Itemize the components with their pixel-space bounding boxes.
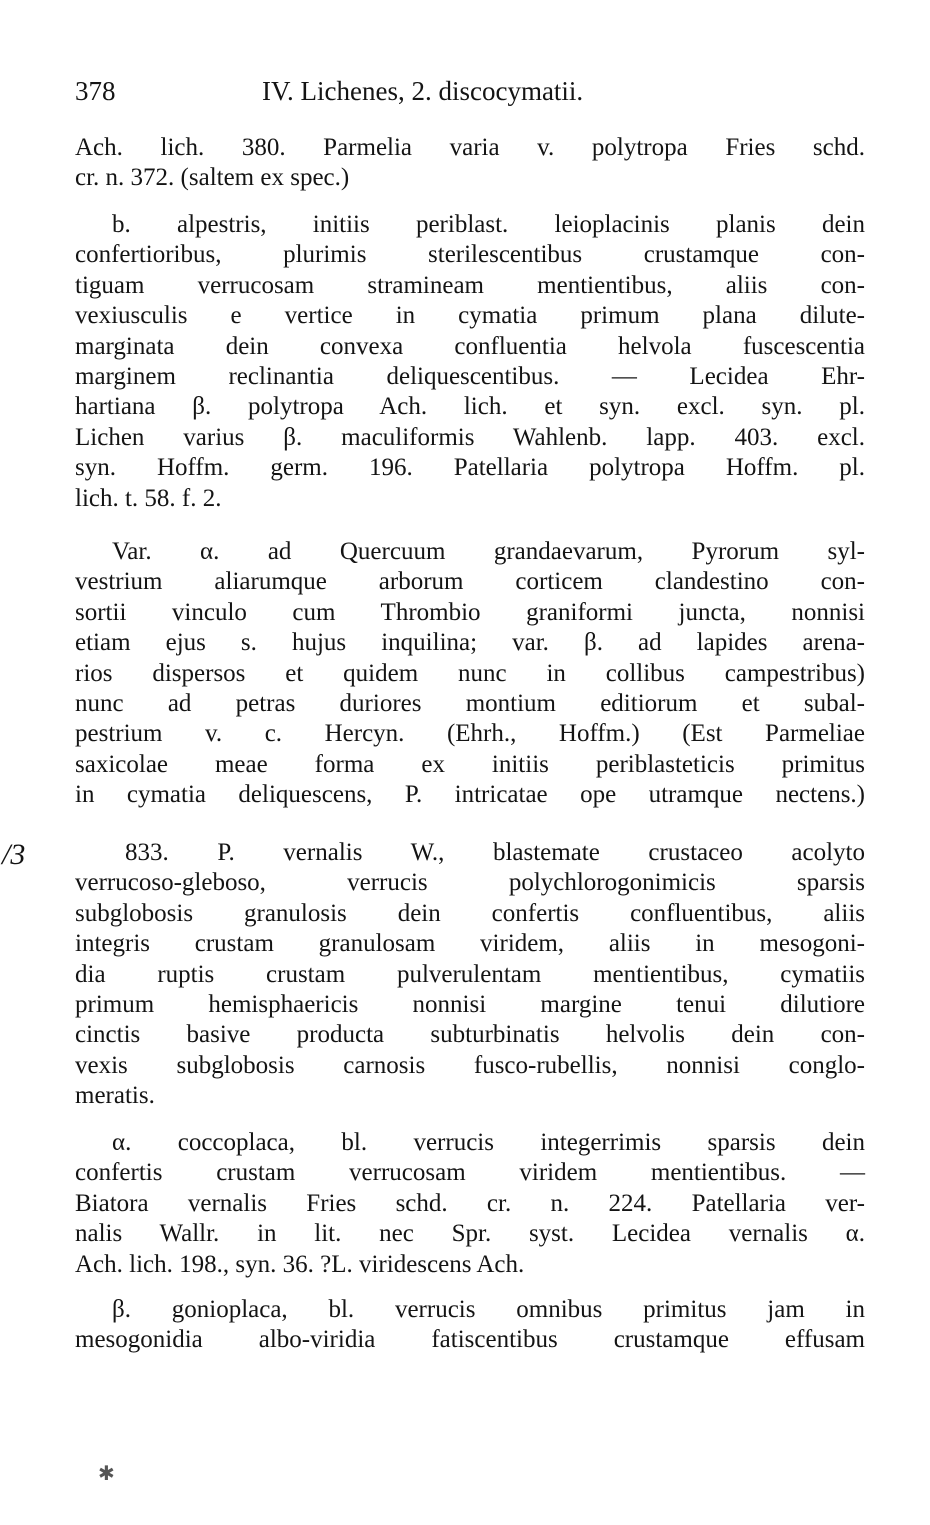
text-line: vexiusculis e vertice in cymatia primum plana dilute-: [75, 302, 865, 330]
text-line: saxicolae meae forma ex initiis periblasteticis primitus: [75, 750, 865, 778]
text-line: confertis crustam verrucosam viridem mentientibus. —: [75, 1159, 865, 1187]
text-line: lich. t. 58. f. 2.: [75, 484, 222, 512]
page-header: [75, 76, 865, 116]
text-line: cinctis basive producta subturbinatis helvolis dein con-: [75, 1021, 865, 1049]
text-line: rios dispersos et quidem nunc in collibus campestribus): [75, 659, 865, 687]
paragraph-species-833: [75, 838, 865, 1112]
running-head: IV. Lichenes, 2. discocymatii.: [262, 76, 584, 106]
paragraph-habitat: [75, 537, 865, 811]
text-line: Lichen varius β. maculiformis Wahlenb. lapp. 403. excl.: [75, 423, 865, 451]
text-line: Ach. lich. 380. Parmelia varia v. polytropa Fries schd.: [75, 134, 865, 161]
text-line: integris crustam granulosam viridem, aliis in mesogoni-: [75, 930, 865, 958]
text-line: β. gonioplaca, bl. verrucis omnibus primitus jam in: [112, 1296, 865, 1323]
text-line: cr. n. 372. (saltem ex spec.): [75, 164, 350, 192]
paragraph-variety-b: [75, 210, 865, 514]
text-line: syn. Hoffm. germ. 196. Patellaria polytropa Hoffm. pl.: [75, 454, 865, 482]
text-line: b. alpestris, initiis periblast. leioplacinis planis dein: [112, 211, 865, 238]
text-line: vestrium aliarumque arborum corticem clandestino con-: [75, 568, 865, 596]
text-line: nalis Wallr. in lit. nec Spr. syst. Lecidea vernalis α.: [75, 1220, 865, 1248]
text-line: Ach. lich. 198., syn. 36. ?L. viridescens Ach.: [75, 1250, 525, 1278]
text-line: vexis subglobosis carnosis fusco-rubellis, nonnisi conglo-: [75, 1051, 865, 1079]
page-number: 378: [75, 76, 116, 106]
text-line: pestrium v. c. Hercyn. (Ehrh., Hoffm.) (Est Parmeliae: [75, 720, 865, 748]
text-line: marginata dein convexa confluentia helvola fuscescentia: [75, 332, 865, 360]
paragraph-variety-beta: [75, 1295, 865, 1356]
text-line: tiguam verrucosam stramineam mentientibus, aliis con-: [75, 271, 865, 299]
text-line: mesogonidia albo-viridia fatiscentibus crustamque effusam: [75, 1326, 865, 1354]
margin-annotation: /3: [2, 838, 26, 871]
print-speck: ✱: [98, 1461, 115, 1485]
text-line: verrucoso-gleboso, verrucis polychlorogonimicis sparsis: [75, 869, 865, 897]
text-line: 833. P. vernalis W., blastemate crustaceo acolyto: [125, 839, 865, 866]
text-line: marginem reclinantia deliquescentibus. — Lecidea Ehr-: [75, 362, 865, 390]
paragraph-synonymy: [75, 133, 865, 194]
text-line: subglobosis granulosis dein confertis confluentibus, aliis: [75, 899, 865, 927]
text-line: meratis.: [75, 1082, 155, 1110]
text-line: Var. α. ad Quercuum grandaevarum, Pyrorum syl-: [112, 538, 865, 565]
paragraph-variety-alpha: [75, 1128, 865, 1280]
text-line: primum hemisphaericis nonnisi margine tenui dilutiore: [75, 990, 865, 1018]
text-line: confertioribus, plurimis sterilescentibus crustamque con-: [75, 241, 865, 269]
text-line: Biatora vernalis Fries schd. cr. n. 224. Patellaria ver-: [75, 1189, 865, 1217]
text-line: hartiana β. polytropa Ach. lich. et syn. excl. syn. pl.: [75, 393, 865, 421]
text-line: etiam ejus s. hujus inquilina; var. β. ad lapides arena-: [75, 629, 865, 657]
text-line: nunc ad petras duriores montium editiorum et subal-: [75, 689, 865, 717]
text-line: α. coccoplaca, bl. verrucis integerrimis sparsis dein: [112, 1129, 865, 1156]
text-line: sortii vinculo cum Thrombio graniformi juncta, nonnisi: [75, 598, 865, 626]
text-line: dia ruptis crustam pulverulentam mentientibus, cymatiis: [75, 960, 865, 988]
text-line: in cymatia deliquescens, P. intricatae ope utramque nectens.): [75, 781, 865, 809]
